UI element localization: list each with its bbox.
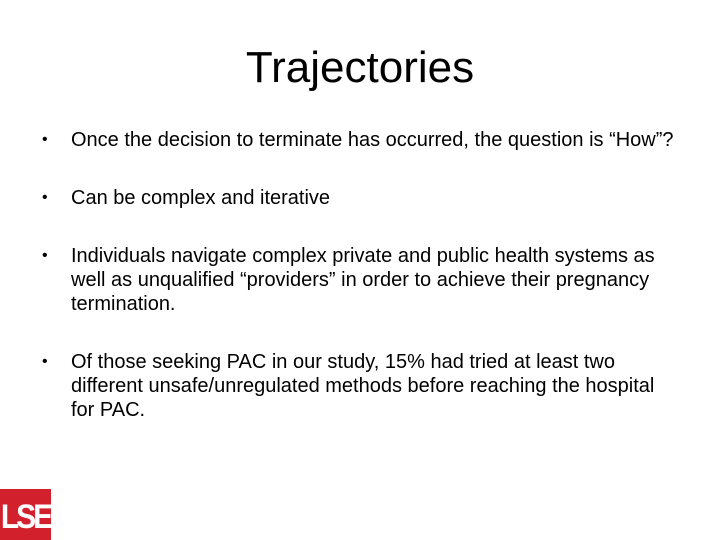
- bullet-text: Individuals navigate complex private and public health systems as well as unqualified “providers” in order to achieve their pregnancy termination.: [71, 245, 655, 315]
- bullet-text: Of those seeking PAC in our study, 15% had tried at least two different unsafe/unregulated methods before reaching the hospital for PAC.: [71, 351, 655, 421]
- bullet-item: [42, 128, 682, 152]
- bullet-dot-icon: •: [42, 131, 48, 148]
- bullet-dot-icon: •: [42, 247, 48, 264]
- lse-logo-icon: [0, 489, 51, 540]
- bullet-text: Once the decision to terminate has occurred, the question is “How”?: [71, 129, 674, 151]
- bullet-dot-icon: •: [42, 189, 48, 206]
- bullet-list: [42, 128, 682, 456]
- bullet-text: Can be complex and iterative: [71, 187, 331, 209]
- bullet-item: [42, 186, 682, 210]
- bullet-dot-icon: •: [42, 353, 48, 370]
- slide-title: Trajectories: [245, 43, 475, 92]
- bullet-item: [42, 244, 682, 316]
- bullet-item: [42, 350, 682, 422]
- lse-logo-text: LSE: [0, 497, 51, 536]
- lse-logo: [0, 489, 51, 540]
